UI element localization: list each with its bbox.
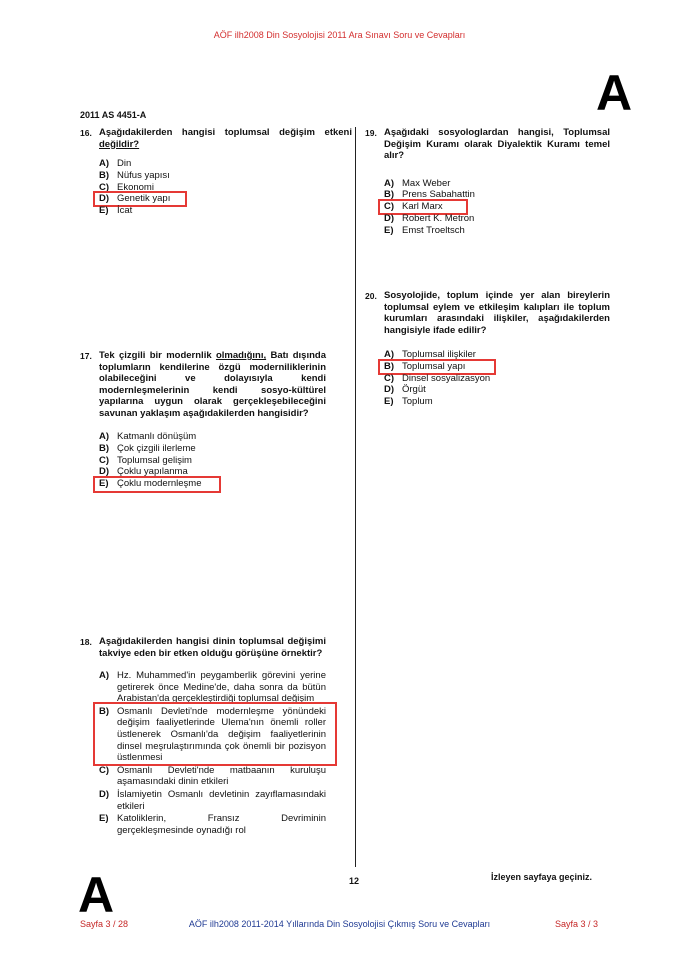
option-b[interactable]: B) Osmanlı Devleti'nde modernleşme yönündeki değişim faaliyetlerinde Ulema'nın önemli roller üstlenerek Osmanlı'da değişim faaliyetlerinin dinsel meşrulaştırımında çok önemli bir pozisyon üstlenmesi [99, 706, 326, 764]
option-c[interactable]: C) Karl Marx [384, 201, 610, 213]
option-a[interactable]: A) Katmanlı dönüşüm [99, 431, 197, 442]
option-list [365, 178, 610, 237]
option-c[interactable]: C) Dinsel sosyalizasyon [384, 372, 491, 384]
option-a[interactable]: A) Hz. Muhammed'in peygamberlik görevini yerine getirerek önce Medine'de, daha sonra da bütün Arabistan'da gerçekleştirdiği toplumsal değişim [99, 670, 326, 705]
question-text: Aşağıdakilerden hangisi dinin toplumsal değişimi takviye eden bir etken olduğu görüşüne örnektir? [99, 636, 326, 659]
question-text: Aşağıdaki sosyologlardan hangisi, Toplumsal Değişim Kuramı olarak Diyalektik Kuramı temel alır? [384, 127, 610, 161]
option-e[interactable]: E) İcat [99, 205, 133, 217]
question-number: 20. [365, 291, 377, 301]
question-text: Tek çizgili bir modernlik olmadığını, Batı dışında toplumların kendilerine özgü moderniliklerinin olabileceğini ve dolayısıyla kendi modernleşmelerinin kendi sosyo-kültürel yapılarına uygun olarak gerçekleşebileceğini savunan yaklaşım aşağıdakilerden hangisidir? [99, 350, 326, 419]
option-c[interactable]: C) Osmanlı Devleti'nde matbaanın kuruluşu aşamasındaki dinin etkileri [99, 764, 326, 788]
question-19 [365, 127, 610, 236]
question-number: 18. [80, 637, 92, 647]
option-e[interactable]: E) Toplum [384, 396, 433, 408]
option-a[interactable]: A) Toplumsal ilişkiler [384, 349, 476, 360]
question-text: Aşağıdakilerden hangisi toplumsal değişim etkeni değildir? [99, 127, 352, 150]
option-list [365, 349, 610, 408]
option-list [80, 670, 326, 836]
option-d[interactable]: D) İslamiyetin Osmanlı devletinin zayıflamasındaki etkileri [99, 788, 326, 812]
option-b[interactable]: B) Nüfus yapısı [99, 169, 170, 181]
column-divider [355, 127, 356, 867]
option-c[interactable]: C) Toplumsal gelişim [99, 454, 192, 466]
footer-left: Sayfa 3 / 28 [80, 919, 129, 929]
footer-right: Sayfa 3 / 3 [555, 919, 599, 929]
footer-center: AÖF ilh2008 2011-2014 Yıllarında Din Sosyolojisi Çıkmış Soru ve Cevapları [188, 919, 491, 929]
option-b[interactable]: B) Toplumsal yapı [384, 361, 610, 373]
page-number: 12 [349, 876, 360, 886]
option-a[interactable]: A) Max Weber [384, 177, 451, 189]
option-d[interactable]: D) Çoklu yapılanma [99, 466, 188, 478]
option-d[interactable]: D) Genetik yapı [99, 193, 352, 205]
option-b[interactable]: B) Çok çizgili ilerleme [99, 442, 196, 454]
question-20 [365, 290, 610, 408]
option-b[interactable]: B) Prens Sabahattin [384, 189, 475, 201]
option-a[interactable]: A) Din [99, 158, 132, 169]
option-c[interactable]: C) Ekonomi [99, 181, 154, 193]
continue-note: İzleyen sayfaya geçiniz. [491, 872, 593, 882]
question-number: 16. [80, 128, 92, 138]
question-16 [80, 127, 352, 217]
question-18 [80, 636, 326, 837]
option-list [80, 431, 326, 490]
exam-code: 2011 AS 4451-A [80, 110, 147, 120]
option-d[interactable]: D) Robert K. Metron [384, 212, 475, 224]
question-17 [80, 350, 326, 490]
option-e[interactable]: E) Emst Troeltsch [384, 224, 465, 236]
question-text: Sosyolojide, toplum içinde yer alan bireylerin toplumsal eylem ve etkileşim kalıpları ile toplum kurumları arasındaki ilişkiler, aşağıdakilerden hangisiyle ifade edilir? [384, 290, 610, 336]
document-header: AÖF ilh2008 Din Sosyolojisi 2011 Ara Sınavı Soru ve Cevapları [213, 30, 466, 40]
booklet-letter-bottom: A [78, 867, 115, 923]
question-number: 19. [365, 128, 377, 138]
option-list [80, 158, 352, 217]
booklet-letter-top: A [596, 65, 633, 121]
question-number: 17. [80, 351, 92, 361]
option-e[interactable]: E) Katoliklerin, Fransız Devriminin gerçekleşmesinde oynadığı rol [99, 813, 326, 836]
option-e[interactable]: E) Çoklu modernleşme [99, 478, 326, 490]
option-d[interactable]: D) Örgüt [384, 384, 426, 396]
